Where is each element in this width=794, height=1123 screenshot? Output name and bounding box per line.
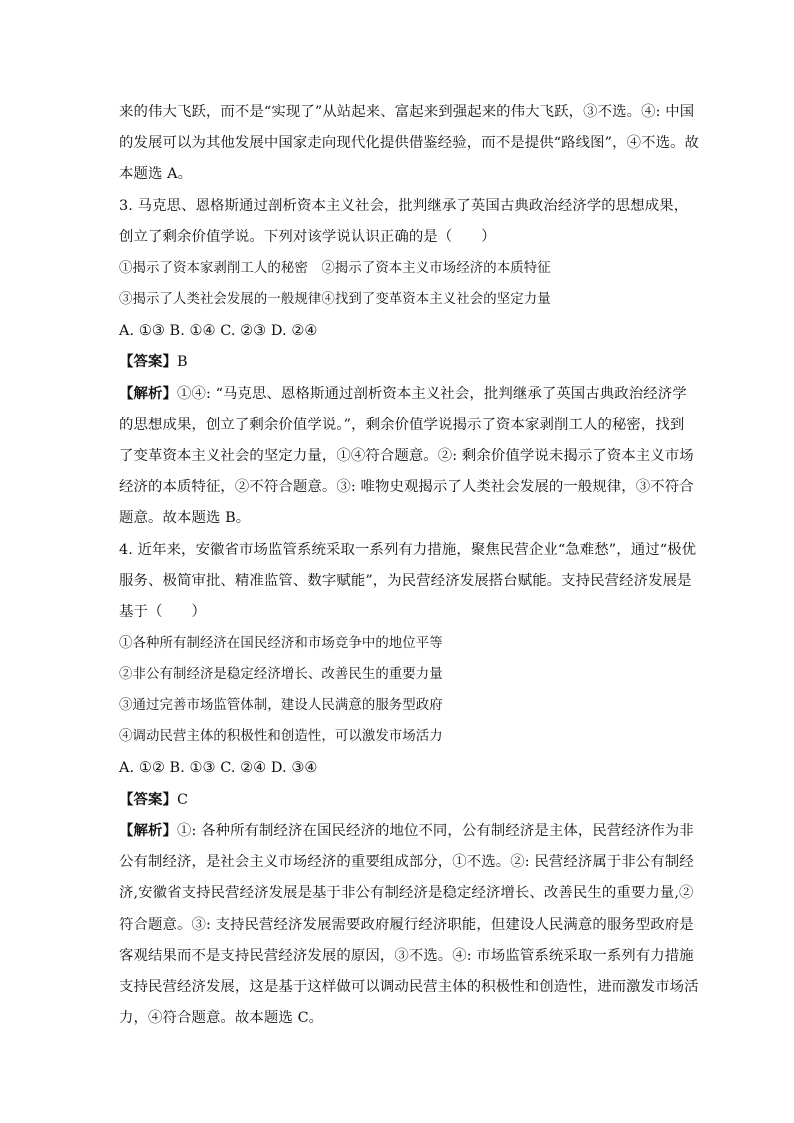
analysis-line bbox=[119, 384, 687, 404]
analysis-line: 的思想成果，创立了剩余价值学说。”，剩余价值学说揭示了资本家剥削工人的秘密，找到 bbox=[119, 417, 685, 433]
answer-label: 【答案】 bbox=[119, 353, 177, 370]
answer-value: B bbox=[176, 354, 188, 370]
question-3-choices: A. ①③ B. ①④ C. ②③ D. ②④ bbox=[119, 323, 318, 339]
analysis-text: ①④: “马克思、恩格斯通过剖析资本主义社会，批判继承了英国古典政治经济学 bbox=[176, 386, 687, 402]
analysis-line: 题意。故本题选 B。 bbox=[119, 510, 251, 526]
analysis-text: ①: 各种所有制经济在国民经济的地位不同，公有制经济是主体，民营经济作为非 bbox=[176, 823, 694, 839]
answer-line bbox=[119, 352, 188, 372]
analysis-line bbox=[119, 821, 694, 841]
question-3-stem: 3. 马克思、恩格斯通过剖析资本主义社会，批判继承了英国古典政治经济学的思想成果， bbox=[119, 198, 689, 214]
paragraph-line: 来的伟大飞跃，而不是“实现了”从站起来、富起来到强起来的伟大飞跃，③不选。④: 中国 bbox=[119, 104, 695, 120]
answer-line bbox=[119, 790, 188, 810]
answer-value: C bbox=[176, 792, 189, 808]
answer-label: 【答案】 bbox=[119, 791, 177, 808]
question-3-stem: 创立了剩余价值学说。下列对该学说认识正确的是（ ） bbox=[119, 229, 496, 245]
question-4-stem: 服务、极简审批、精准监管、数字赋能”，为民营经济发展搭台赋能。支持民营经济发展是 bbox=[119, 573, 692, 589]
question-4-option: ①各种所有制经济在国民经济和市场竞争中的地位平等 bbox=[119, 636, 443, 651]
question-4-choices: A. ①② B. ①③ C. ②④ D. ③④ bbox=[119, 760, 318, 776]
question-3-option: ③揭示了人类社会发展的一般规律④找到了变革资本主义社会的坚定力量 bbox=[119, 292, 551, 307]
analysis-label: 【解析】 bbox=[119, 822, 177, 839]
analysis-line: 力，④符合题意。故本题选 C。 bbox=[119, 1010, 324, 1026]
question-3-option: ①揭示了资本家剥削工人的秘密 ②揭示了资本主义市场经济的本质特征 bbox=[119, 261, 551, 276]
question-4-option: ②非公有制经济是稳定经济增长、改善民生的重要力量 bbox=[119, 667, 443, 682]
question-4-option: ④调动民营主体的积极性和创造性，可以激发市场活力 bbox=[119, 729, 443, 744]
analysis-line: 客观结果而不是支持民营经济发展的原因，③不选。④: 市场监管系统采取一系列有力措施 bbox=[119, 948, 694, 964]
analysis-label: 【解析】 bbox=[119, 385, 177, 402]
question-4-option: ③通过完善市场监管体制，建设人民满意的服务型政府 bbox=[119, 698, 443, 713]
analysis-line: 经济的本质特征，②不符合题意。③: 唯物史观揭示了人类社会发展的一般规律，③不符合 bbox=[119, 479, 694, 495]
paragraph-line: 的发展可以为其他发展中国家走向现代化提供借鉴经验，而不是提供“路线图”，④不选。故 bbox=[119, 135, 700, 151]
analysis-line: 符合题意。③: 支持民营经济发展需要政府履行经济职能，但建设人民满意的服务型政府是 bbox=[119, 917, 694, 933]
analysis-line: 了变革资本主义社会的坚定力量，①④符合题意。②: 剩余价值学说未揭示了资本主义市场 bbox=[119, 448, 694, 464]
analysis-line: 支持民营经济发展，这是基于这样做可以调动民营主体的积极性和创造性，进而激发市场活 bbox=[119, 979, 699, 995]
paragraph-line: 本题选 A。 bbox=[119, 166, 193, 182]
question-4-stem: 4. 近年来，安徽省市场监管系统采取一系列有力措施，聚焦民营企业“急难愁”，通过“极优 bbox=[119, 542, 697, 558]
analysis-line: 公有制经济，是社会主义市场经济的重要组成部分，①不选。②: 民营经济属于非公有制经 bbox=[119, 854, 694, 870]
analysis-line: 济,安徽省支持民营经济发展是基于非公有制经济是稳定经济增长、改善民生的重要力量,② bbox=[119, 885, 694, 901]
question-4-stem: 基于（ ） bbox=[119, 604, 206, 620]
